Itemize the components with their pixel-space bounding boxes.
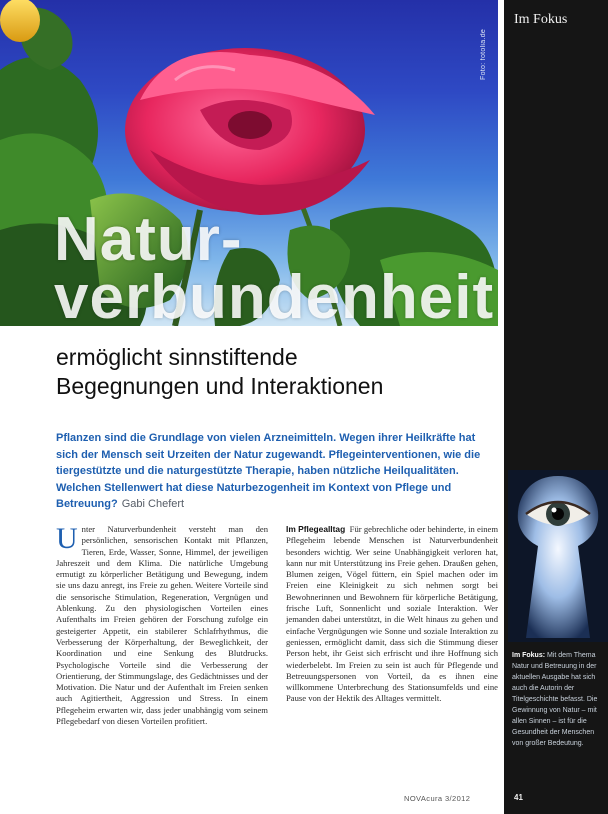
body-text-2: Für gebrechliche oder behinderte, in einem Pflegeheim lebende Menschen ist Naturverbundenheit besonders wichtig. Wer seine Unabhängigkeit verloren hat, kann nur mit Unterstützung ins Freie gehen. Draußen gehen, Blumen zeigen, Vögel füttern, ein Spiel machen oder im Freien eine Kleinigkeit zu sich nehmen sorgt bei Bewohnerinnen und Bewohnern für körperliche Betätigung, frische Luft, Sonnenlicht und soziale Interaktion. Wer jemanden dabei unterstützt, in die Welt hinaus zu gehen und einfache Vergnügungen wie Sonne und soziale Interaktion zu geniessen, ermöglicht damit, dass sich die Stimmung dieser Person hebt, ihr Geist sich erfrischt und ihre Hoffnung sich wiederbelebt. Im Freien zu sein ist auch für Pflegende und Betreuungspersonen von Vorteil, da es ihnen eine willkommene Unterbrechung des Stationsumfelds und eine Pause von der Hektik des Alltages vermittelt. — [286, 524, 499, 704]
section-runin-heading: Im Pflegealltag — [286, 524, 346, 534]
lead-text: Pflanzen sind die Grundlage von vielen Arzneimitteln. Wegen ihrer Heilkräfte hat sich der Mensch seit Urzeiten der Natur zugewandt. Pflegeinterventionen, wie die tiergestützte und die naturgestützte Therapie, haben nützliche Heilqualitäten. Welchen Stellenwert hat diese Naturbezogenheit im Kontext von Pflege und Betreuung? — [56, 432, 481, 510]
caption-text: Mit dem Thema Natur und Betreuung in der aktuellen Ausgabe hat sich auch die Autorin der Titelgeschichte befasst. Die Gewinnung von Natur – mit allen Sinnen – ist für die Gesundheit der Menschen von großer Bedeutung. — [512, 652, 598, 747]
body-column-2 — [286, 524, 498, 705]
author-name: Gabi Chefert — [121, 498, 185, 510]
headline-line-1: Natur- — [54, 205, 243, 274]
caption-label: Im Fokus: — [512, 652, 546, 659]
body-text-1: nter Naturverbundenheit versteht man den persönlichen, sensorischen Kontakt mit Pflanzen, Tieren, Erde, Wasser, Sonne, Himmel, der jeweiligen Jahreszeit und dem Klima. Die natürliche Umgebung ermutigt zu körperlicher Betätigung und Bewegung, indem sie uns dazu anregt, ins Freie zu gehen. Weitere Vorteile sind die sensorische Stimulation, Regeneration, Vergnügen und Ablenkung. Zu den physiologischen Vorteilen eines Aufenthalts im Freien gehören der Forschung zufolge ein gesteigerter Appetit, ein stabilerer Schlafrhythmus, die Verbesserung der Körperhaltung, der Beweglichkeit, der Koordination und eine Senkung des Blutdrucks. Psychologische Vorteile sind die Verbesserung der Orientierung, der Stimmungslage, des Gedächtnisses und der Motivation. Die Natur und der Aufenthalt im Freien senken auch Agitiertheit, Aggression und Stress. In einem Pflegeheim erwarten wir, dass jeder unabhängig vom seinem Pflegebedarf von diesen Vorteilen profitiert. — [56, 524, 268, 727]
sidebar-caption — [512, 650, 602, 749]
photo-credit: Foto: fotolia.de — [480, 28, 487, 80]
body-column-1 — [56, 524, 268, 727]
lead-paragraph — [56, 430, 496, 513]
page-number: 41 — [514, 793, 523, 802]
hero-photo — [0, 0, 498, 326]
section-title: Im Fokus — [514, 12, 568, 27]
issue-footer: NOVAcura 3/2012 — [404, 794, 471, 803]
headline-line-2: verbundenheit — [54, 263, 495, 326]
subtitle — [56, 343, 496, 401]
subtitle-line-1: ermöglicht sinnstiftende — [56, 344, 298, 370]
keyhole-eye-photo — [508, 470, 608, 642]
drop-cap: U — [56, 522, 78, 555]
sidebar — [504, 0, 608, 814]
subtitle-line-2: Begegnungen und Interaktionen — [56, 373, 384, 399]
